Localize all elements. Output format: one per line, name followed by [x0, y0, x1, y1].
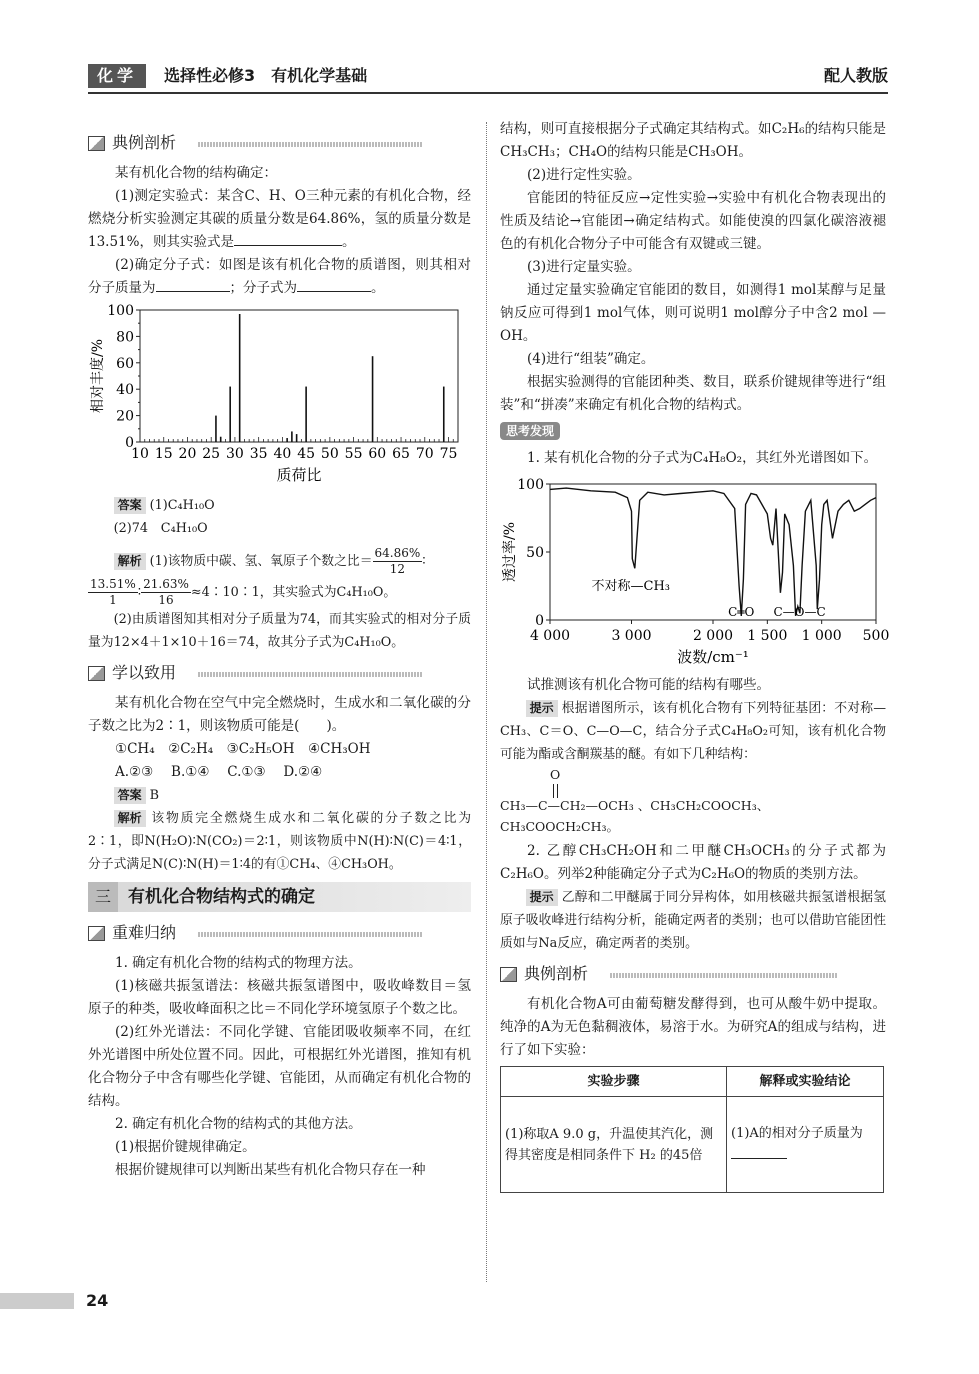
y-tick-label: 0 — [125, 435, 134, 451]
section-icon — [88, 926, 105, 941]
x-tick-label: 30 — [226, 446, 244, 462]
fraction: $\frac{13.51\%}{1}$ — [90, 577, 136, 607]
experiment-table — [500, 1066, 884, 1193]
page-number: 24 — [86, 1291, 109, 1310]
explanation: (2)由质谱图知其相对分子质量为74，而其实验式的相对分子质量为12×4＋1×10＋16＝74，故其分子式为C₄H₁₀O。 — [88, 612, 471, 650]
paragraph: 根据实验测得的官能团种类、数目，联系价键规律等进行“组装”和“拼凑”来确定有机化合物的结构式。 — [500, 374, 886, 413]
paragraph: 2. 确定有机化合物的结构式的其他方法。 — [115, 1116, 362, 1132]
answer-line: 答案 B — [88, 784, 471, 807]
question-options: ①CH₄ ②C₂H₄ ③C₂H₅OH ④CH₃OH — [115, 741, 371, 757]
answer-blank — [731, 1144, 787, 1159]
fraction: $\frac{21.63\%}{16}$ — [143, 577, 189, 607]
x-tick-label: 500 — [862, 628, 890, 644]
y-axis-label: 透过率/% — [502, 521, 518, 583]
section-icon — [500, 967, 517, 982]
paragraph: (1)根据价键规律确定。 — [115, 1139, 256, 1155]
y-tick-label: 0 — [535, 613, 544, 629]
question: 1. 某有机化合物的分子式为C₄H₈O₂，其红外光谱图如下。 — [527, 450, 878, 466]
question-part-1: (1)测定实验式：某含C、H、O三种元素的有机化合物，经燃烧分析实验测定其碳的质量分数是64.86%，氢的质量分数是13.51%，则其实验式是 。 — [88, 188, 471, 250]
section-heading-practice: 学以致用 — [88, 660, 471, 688]
section-heading-example-2: 典例剖析 — [500, 961, 886, 989]
section-icon — [88, 136, 105, 151]
x-tick-label: 60 — [368, 446, 387, 462]
x-tick-label: 50 — [320, 446, 339, 462]
edition-label: 配人教版 — [823, 66, 888, 85]
section-heading-example: 典例剖析 — [88, 130, 471, 158]
ir-spectrum-chart — [500, 472, 890, 672]
hint: 提示 根据谱图所示，该有机化合物有下列特征基团：不对称—CH₃、C＝O、C—O—C，结合分子式C₄H₈O₂可知，该有机化合物可能为酯或含酮羰基的醚。有如下几种结构： — [500, 701, 886, 762]
hint-tag: 提示 — [526, 700, 558, 717]
hint-tag: 提示 — [526, 889, 558, 906]
y-tick-label: 50 — [526, 545, 544, 561]
x-tick-label: 4 000 — [529, 628, 571, 644]
x-tick-label: 1 500 — [747, 628, 788, 644]
answer-line: (2)74 C₄H₁₀O — [113, 521, 208, 536]
question: 试推测该有机化合物可能的结构有哪些。 — [527, 677, 770, 693]
question: 2. 乙醇CH₃CH₂OH和二甲醚CH₃OCH₃的分子式都为C₂H₆O。列举2种能确定分子式为C₂H₆O的物质的类别方法。 — [500, 843, 886, 882]
question: 某有机化合物在空气中完全燃烧时，生成水和二氧化碳的分子数之比为2∶1，则该物质可能是( )。 — [88, 695, 471, 734]
answer-tag: 答案 — [114, 497, 146, 514]
y-tick-label: 40 — [116, 382, 134, 399]
structural-formula — [500, 766, 886, 836]
explanation: 解析 该物质完全燃烧生成水和二氧化碳的分子数之比为2∶1，即N(H₂O)∶N(CO₂)＝2∶1，则该物质中N(H)∶N(C)＝4∶1，分子式满足N(C)∶N(H)＝1∶4的有①CH₄、④CH₃OH。 — [88, 811, 471, 872]
paragraph: 结构，则可直接根据分子式确定其结构式。如C₂H₆的结构只能是CH₃CH₃；CH₄O的结构只能是CH₃OH。 — [500, 121, 886, 160]
think-badge: 思考发现 — [500, 422, 560, 440]
structure-line: CH₃COOCH₂CH₃。 — [500, 819, 619, 834]
y-tick-label: 60 — [116, 355, 134, 372]
answer-blank — [156, 277, 230, 292]
mass-spectrum-chart — [88, 302, 471, 488]
section-icon — [88, 666, 105, 681]
table-header: 实验步骤 — [501, 1067, 727, 1097]
x-axis-label: 质荷比 — [276, 466, 322, 484]
paragraph: 根据价键规律可以判断出某些有机化合物只存在一种 — [115, 1162, 426, 1178]
y-tick-label: 100 — [517, 477, 544, 493]
annotation-ch3: 不对称—CH₃ — [591, 579, 670, 595]
answer-blank — [297, 277, 371, 292]
x-tick-label: 3 000 — [611, 628, 652, 644]
y-tick-label: 20 — [116, 408, 134, 425]
question-choices: A.②③ B.①④ C.①③ D.②④ — [115, 764, 323, 780]
spectrum-line — [550, 488, 876, 616]
fraction: $\frac{64.86\%}{12}$ — [374, 546, 421, 576]
paragraph: (3)进行定量实验。 — [527, 259, 641, 275]
subject-badge: 化学 — [88, 64, 146, 88]
hint: 提示 乙醇和二甲醚属于同分异构体，如用核磁共振氢谱根据氢原子吸收峰进行结构分析，能确定两者的类别；也可以借助官能团性质如与Na反应，确定两者的类别。 — [500, 890, 886, 951]
book-title: 选择性必修3 有机化学基础 — [164, 66, 368, 85]
x-tick-label: 10 — [131, 446, 149, 462]
question-part-2: (2)确定分子式：如图是该有机化合物的质谱图，则其相对分子质量为 ；分子式为 。 — [88, 257, 471, 296]
x-tick-label: 35 — [249, 446, 268, 462]
paragraph: 某有机化合物的结构确定： — [115, 165, 277, 181]
x-tick-label: 65 — [392, 446, 410, 462]
paragraph: 有机化合物A可由葡萄糖发酵得到，也可从酸牛奶中提取。纯净的A为无色黏稠液体，易溶于水。为研究A的组成与结构，进行了如下实验： — [500, 996, 886, 1058]
left-column — [88, 126, 471, 1182]
carbonyl-oxygen: O — [550, 767, 561, 782]
think-heading — [500, 419, 886, 443]
annotation-coc: C—O—C — [773, 605, 826, 619]
explanation: 解析 (1)该物质中碳、氢、氧原子个数之比＝ $\frac{64.86\%}{12}$ ∶ — [88, 546, 471, 577]
table-header: 解释或实验结论 — [727, 1067, 884, 1097]
x-tick-label: 20 — [178, 446, 197, 462]
x-tick-label: 2 000 — [692, 628, 734, 644]
chapter-heading: 三 有机化合物结构式的确定 — [88, 882, 471, 912]
answer-tag: 答案 — [114, 787, 146, 804]
x-tick-label: 70 — [415, 446, 434, 462]
explanation-tag: 解析 — [114, 553, 146, 570]
x-tick-label: 55 — [344, 446, 363, 462]
x-tick-label: 15 — [154, 446, 173, 462]
y-tick-label: 80 — [116, 329, 134, 346]
structure-line: CH₃—C—CH₂—OCH₃ 、CH₃CH₂COOCH₃、 — [500, 798, 770, 813]
section-heading-summary: 重难归纳 — [88, 920, 471, 948]
y-tick-label: 100 — [107, 303, 134, 319]
paragraph: 通过定量实验确定官能团的数目，如测得1 mol某醇与足量钠反应可得到1 mol气体，则可说明1 mol醇分子中含2 mol —OH。 — [500, 282, 886, 344]
page-header — [88, 58, 888, 94]
paragraph: 1. 确定有机化合物的结构式的物理方法。 — [115, 955, 362, 971]
x-tick-label: 25 — [202, 446, 221, 462]
paragraph: (1)核磁共振氢谱法：核磁共振氢谱图中，吸收峰数目＝氢原子的种类，吸收峰面积之比＝不同化学环境氢原子个数之比。 — [88, 978, 471, 1017]
x-tick-label: 75 — [439, 446, 458, 462]
table-cell: (1)A的相对分子质量为 — [727, 1097, 884, 1193]
footer-bar — [0, 1293, 74, 1309]
x-tick-label: 40 — [273, 446, 292, 462]
plot-frame — [140, 310, 458, 442]
x-tick-label: 1 000 — [801, 628, 842, 644]
y-axis-label: 相对丰度/% — [90, 338, 106, 414]
paragraph: 官能团的特征反应→定性实验→实验中有机化合物表现出的性质及结论→官能团→确定结构式。如能使溴的四氯化碳溶液褪色的有机化合物分子中可能含有双键或三键。 — [500, 190, 886, 252]
paragraph: (2)进行定性实验。 — [527, 167, 641, 183]
explanation-cont: $\frac{13.51\%}{1}$ ∶ $\frac{21.63\%}{16}$ ≈4∶10∶1，其实验式为C₄H₁₀O。 — [90, 577, 397, 607]
x-axis-label: 波数/cm⁻¹ — [677, 648, 749, 666]
explanation-tag: 解析 — [114, 810, 146, 827]
right-column — [500, 118, 890, 1193]
table-cell: (1)称取A 9.0 g，升温使其汽化，测得其密度是相同条件下 H₂ 的45倍 — [501, 1097, 727, 1193]
x-tick-label: 45 — [297, 446, 316, 462]
paragraph: (2)红外光谱法：不同化学键、官能团吸收频率不同，在红外光谱图中所处位置不同。因此，可根据红外光谱图，推知有机化合物分子中含有哪些化学键、官能团，从而确定有机化合物的结构。 — [88, 1024, 471, 1109]
column-divider — [486, 122, 487, 1282]
answer-line: 答案 (1)C₄H₁₀O — [88, 494, 471, 517]
answer-blank — [234, 231, 342, 246]
paragraph: (4)进行“组装”确定。 — [527, 351, 655, 367]
annotation-co: C═O — [728, 605, 755, 619]
